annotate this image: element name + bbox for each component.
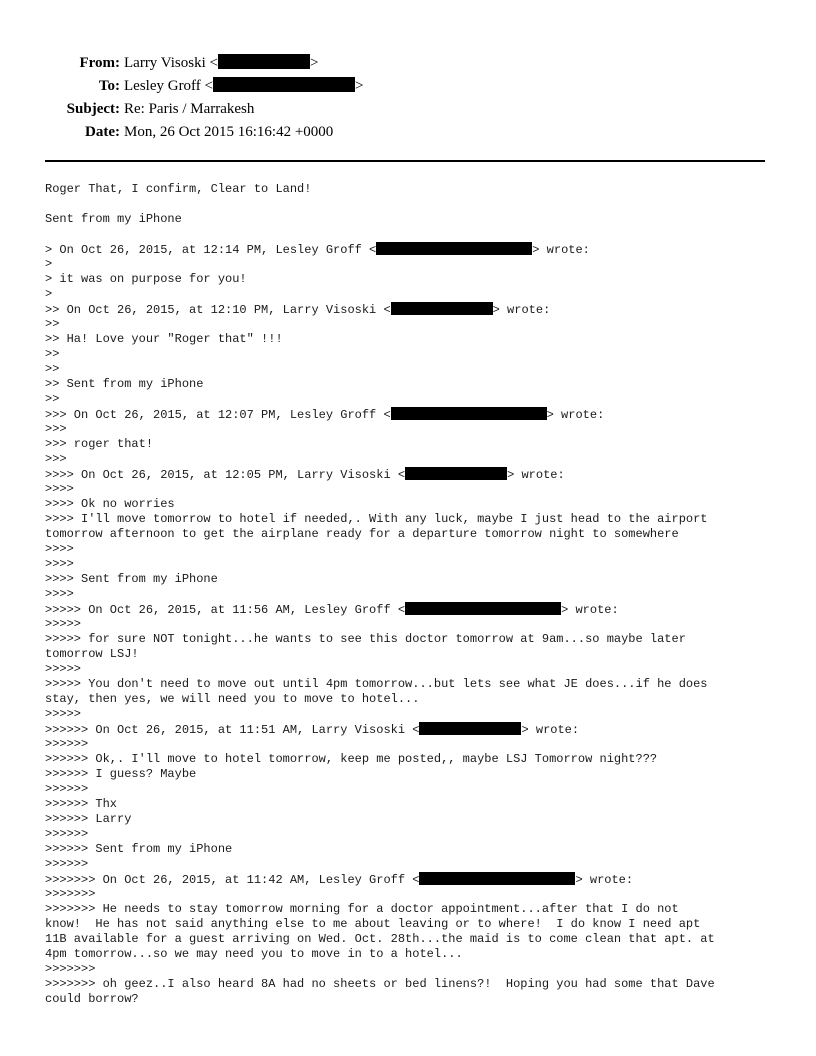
date-row bbox=[0, 121, 816, 144]
to-label: To: bbox=[98, 78, 120, 94]
subject-label: Subject: bbox=[66, 101, 120, 117]
body-line: >>>>>>> bbox=[45, 962, 96, 976]
body-line: >>>>> for sure NOT tonight...he wants to see this doctor tomorrow at 9am...so maybe later bbox=[45, 632, 686, 646]
quote-wrote: > wrote: bbox=[532, 243, 590, 257]
body-line: >>>>>> Larry bbox=[45, 812, 132, 826]
from-row bbox=[0, 52, 816, 75]
body-line: >>>> bbox=[45, 587, 74, 601]
quote-header-line bbox=[45, 302, 775, 317]
quote-attribution: >>>> On Oct 26, 2015, at 12:05 PM, Larry Visoski < bbox=[45, 468, 406, 482]
quote-attribution: >> On Oct 26, 2015, at 12:10 PM, Larry Visoski < bbox=[45, 303, 391, 317]
quote-header-line bbox=[45, 407, 775, 422]
body-line: >> bbox=[45, 317, 60, 331]
body-line: know! He has not said anything else to me about leaving or to where! I do know I need apt bbox=[45, 917, 701, 931]
quote-wrote: > wrote: bbox=[561, 603, 619, 617]
body-line: 11B available for a guest arriving on Wed. Oct. 28th...the maid is to come clean that apt. at bbox=[45, 932, 715, 946]
redaction-block bbox=[419, 722, 521, 735]
body-line: >>>>>> bbox=[45, 737, 89, 751]
body-line: >> Ha! Love your "Roger that" !!! bbox=[45, 332, 283, 346]
body-line: >>>>>> Ok,. I'll move to hotel tomorrow, keep me posted,, maybe LSJ Tomorrow night??? bbox=[45, 752, 658, 766]
body-line: >> bbox=[45, 347, 60, 361]
body-line: > bbox=[45, 257, 53, 271]
redaction-block bbox=[405, 467, 507, 480]
body-line: >>>>>> bbox=[45, 827, 89, 841]
body-line: >>>> bbox=[45, 542, 74, 556]
body-line: >>>> Sent from my iPhone bbox=[45, 572, 218, 586]
body-line: >>>>> You don't need to move out until 4pm tomorrow...but lets see what JE does...if he does bbox=[45, 677, 708, 691]
bracket-close: > bbox=[355, 78, 364, 94]
body-line: >> bbox=[45, 392, 60, 406]
body-line: tomorrow afternoon to get the airplane ready for a departure tomorrow night to somewhere bbox=[45, 527, 679, 541]
quote-header-line bbox=[45, 467, 775, 482]
body-line: >>>>>> bbox=[45, 857, 89, 871]
date-value: Mon, 26 Oct 2015 16:16:42 +0000 bbox=[124, 124, 334, 140]
body-line: >>>> Ok no worries bbox=[45, 497, 175, 511]
body-line: stay, then yes, we will need you to move to hotel... bbox=[45, 692, 420, 706]
redaction-block bbox=[218, 54, 310, 69]
body-line: >>>> bbox=[45, 557, 74, 571]
quote-wrote: > wrote: bbox=[521, 723, 580, 737]
from-name: Larry Visoski < bbox=[124, 55, 218, 71]
body-line: >>>>>> Sent from my iPhone bbox=[45, 842, 233, 856]
body-line: >>>>>> Thx bbox=[45, 797, 118, 811]
quote-wrote: > wrote: bbox=[546, 408, 605, 422]
email-header bbox=[0, 52, 816, 144]
body-line: Sent from my iPhone bbox=[45, 212, 182, 226]
body-line: >> Sent from my iPhone bbox=[45, 377, 204, 391]
quote-attribution: >>>>>> On Oct 26, 2015, at 11:51 AM, Larry Visoski < bbox=[45, 723, 420, 737]
body-line: >> bbox=[45, 362, 60, 376]
body-line: >>>>> bbox=[45, 707, 82, 721]
body-line: could borrow? bbox=[45, 992, 139, 1006]
email-body bbox=[45, 182, 775, 1007]
body-line: > bbox=[45, 287, 53, 301]
body-line: >>>>>> I guess? Maybe bbox=[45, 767, 197, 781]
body-line: > it was on purpose for you! bbox=[45, 272, 247, 286]
redaction-block bbox=[376, 242, 532, 255]
body-line: >>>> bbox=[45, 482, 74, 496]
redaction-block bbox=[405, 602, 561, 615]
redaction-block bbox=[419, 872, 575, 885]
quote-attribution: > On Oct 26, 2015, at 12:14 PM, Lesley Groff < bbox=[45, 243, 377, 257]
quote-wrote: > wrote: bbox=[575, 873, 634, 887]
subject-value: Re: Paris / Marrakesh bbox=[124, 101, 255, 117]
quote-header-line bbox=[45, 722, 775, 737]
to-row bbox=[0, 75, 816, 98]
redaction-block bbox=[391, 407, 547, 420]
quote-header-line bbox=[45, 242, 775, 257]
quote-wrote: > wrote: bbox=[507, 468, 565, 482]
body-line: >>>>> bbox=[45, 662, 82, 676]
body-line: >>> roger that! bbox=[45, 437, 154, 451]
date-label: Date: bbox=[85, 124, 120, 140]
bracket-close: > bbox=[309, 55, 319, 71]
body-line: >>>>>>> He needs to stay tomorrow morning for a doctor appointment...after that I do not bbox=[45, 902, 679, 916]
body-line: >>>>>>> oh geez..I also heard 8A had no sheets or bed linens?! Hoping you had some that Dave bbox=[45, 977, 715, 991]
redaction-block bbox=[213, 77, 355, 92]
body-line: >>>>>> bbox=[45, 782, 89, 796]
quote-wrote: > wrote: bbox=[492, 303, 551, 317]
from-label: From: bbox=[79, 55, 120, 71]
body-line: >>> bbox=[45, 452, 67, 466]
to-name: Lesley Groff < bbox=[124, 78, 213, 94]
quote-attribution: >>>>>>> On Oct 26, 2015, at 11:42 AM, Lesley Groff < bbox=[45, 873, 420, 887]
body-line: >>> bbox=[45, 422, 67, 436]
quote-attribution: >>> On Oct 26, 2015, at 12:07 PM, Lesley Groff < bbox=[45, 408, 391, 422]
body-line: >>>>> bbox=[45, 617, 82, 631]
body-line: tomorrow LSJ! bbox=[45, 647, 139, 661]
body-line: >>>> I'll move tomorrow to hotel if needed,. With any luck, maybe I just head to the airport bbox=[45, 512, 708, 526]
quote-attribution: >>>>> On Oct 26, 2015, at 11:56 AM, Lesley Groff < bbox=[45, 603, 406, 617]
body-line: 4pm tomorrow...so we may need you to move in to a hotel... bbox=[45, 947, 463, 961]
redaction-block bbox=[391, 302, 493, 315]
quote-header-line bbox=[45, 872, 775, 887]
header-divider bbox=[45, 160, 765, 162]
quote-header-line bbox=[45, 602, 775, 617]
subject-row bbox=[0, 98, 816, 121]
body-line: Roger That, I confirm, Clear to Land! bbox=[45, 182, 312, 196]
body-line: >>>>>>> bbox=[45, 887, 96, 901]
